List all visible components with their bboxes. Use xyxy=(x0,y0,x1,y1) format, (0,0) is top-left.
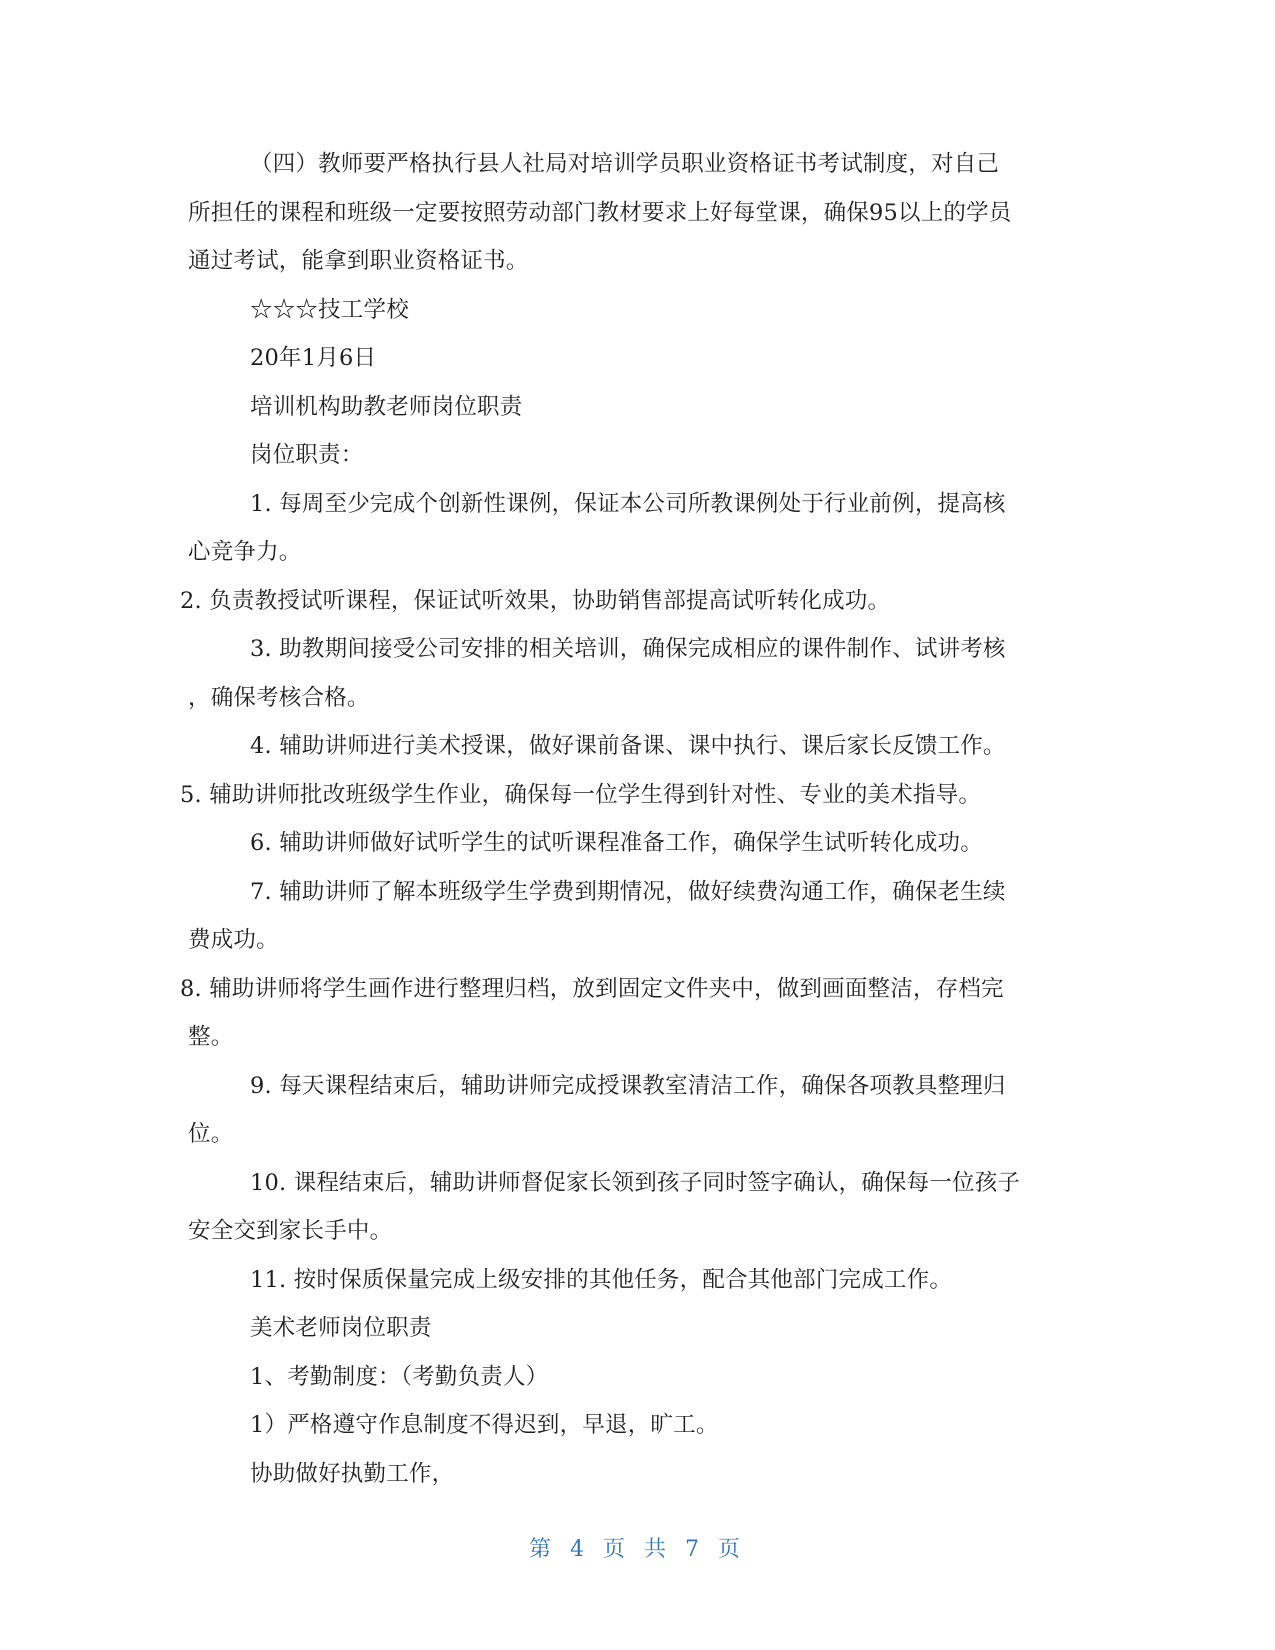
paragraph-4-line-3: 通过考试，能拿到职业资格证书。 xyxy=(188,248,529,274)
duty-item-9: 9. 每天课程结束后，辅助讲师完成授课教室清洁工作，确保各项教具整理归 xyxy=(250,1072,1006,1099)
duty-item-7: 7. 辅助讲师了解本班级学生学费到期情况，做好续费沟通工作，确保老生续 xyxy=(250,878,1006,905)
duty-item-3-cont: ，确保考核合格。 xyxy=(188,684,370,711)
duty-item-10-cont: 安全交到家长手中。 xyxy=(188,1218,393,1244)
duty-item-2: 2. 负责教授试听课程，保证试听效果，协助销售部提高试听转化成功。 xyxy=(180,587,891,614)
duty-item-1: 1. 每周至少完成个创新性课例，保证本公司所教课例处于行业前例，提高核 xyxy=(250,490,1006,517)
attendance-rule-2: 协助做好执勤工作， xyxy=(250,1460,455,1487)
paragraph-4-line-1: （四）教师要严格执行县人社局对培训学员职业资格证书考试制度，对自己 xyxy=(250,151,1000,177)
duty-item-10: 10. 课程结束后，辅助讲师督促家长领到孩子同时签字确认，确保每一位孩子 xyxy=(250,1169,1021,1196)
duty-item-6: 6. 辅助讲师做好试听学生的试听课程准备工作，确保学生试听转化成功。 xyxy=(250,830,983,856)
duty-item-9-cont: 位。 xyxy=(188,1121,234,1147)
duties-heading: 岗位职责： xyxy=(250,442,364,468)
school-name: ☆☆☆技工学校 xyxy=(250,296,409,323)
duty-item-8-cont: 整。 xyxy=(188,1024,234,1050)
document-body xyxy=(180,140,1088,1498)
attendance-rule-1: 1）严格遵守作息制度不得迟到，早退，旷工。 xyxy=(250,1412,719,1438)
duty-item-11: 11. 按时保质保量完成上级安排的其他任务，配合其他部门完成工作。 xyxy=(250,1266,953,1293)
attendance-heading: 1、考勤制度：（考勤负责人） xyxy=(250,1363,549,1390)
duty-item-5: 5. 辅助讲师批改班级学生作业，确保每一位学生得到针对性、专业的美术指导。 xyxy=(180,781,982,808)
duty-item-1-cont: 心竞争力。 xyxy=(188,539,302,565)
document-date: 20年1月6日 xyxy=(250,345,377,371)
section-title-art-teacher: 美术老师岗位职责 xyxy=(250,1315,432,1341)
duty-item-7-cont: 费成功。 xyxy=(188,927,279,953)
duty-item-4: 4. 辅助讲师进行美术授课，做好课前备课、课中执行、课后家长反馈工作。 xyxy=(250,733,1006,759)
duty-item-3: 3. 助教期间接受公司安排的相关培训，确保完成相应的课件制作、试讲考核 xyxy=(250,636,1006,662)
page-number-footer: 第 4 页 共 7 页 xyxy=(529,1537,746,1562)
section-title-assistant: 培训机构助教老师岗位职责 xyxy=(250,393,523,420)
duty-item-8: 8. 辅助讲师将学生画作进行整理归档，放到固定文件夹中，做到画面整洁，存档完 xyxy=(180,975,1004,1002)
paragraph-4-line-2: 所担任的课程和班级一定要按照劳动部门教材要求上好每堂课，确保95以上的学员 xyxy=(188,199,1012,226)
